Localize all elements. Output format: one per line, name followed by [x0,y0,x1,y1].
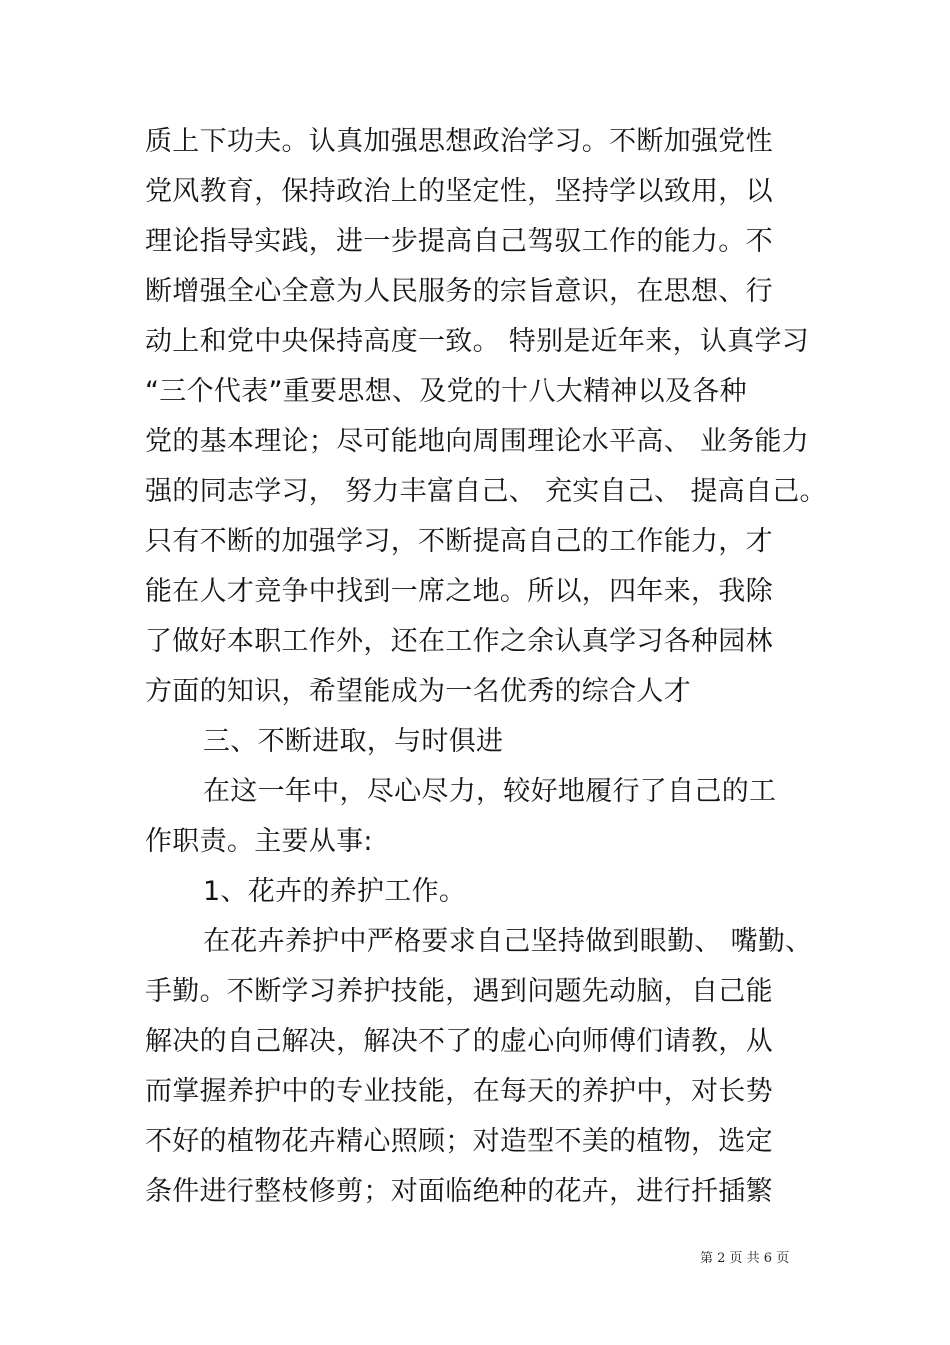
page-number: 第 2 页 共 6 页 [700,1251,790,1266]
section-heading: 三、不断进取，与时俱进 [203,726,504,757]
text-line: 断增强全心全意为人民服务的宗旨意识，在思想、行 [145,276,773,307]
text-line: 党的基本理论；尽可能地向周围理论水平高、 业务能力 [145,426,810,457]
list-item-heading: 1、花卉的养护工作。 [203,876,467,907]
text-line: 在这一年中，尽心尽力，较好地履行了自己的工 [203,776,777,807]
text-line: 手勤。不断学习养护技能，遇到问题先动脑，自己能 [145,976,773,1007]
text-line: 强的同志学习， 努力丰富自己、 充实自己、 提高自己。 [145,476,827,507]
text-line: 而掌握养护中的专业技能，在每天的养护中，对长势 [145,1076,773,1107]
text-line: 理论指导实践，进一步提高自己驾驭工作的能力。不 [145,226,773,257]
text-line: 党风教育，保持政治上的坚定性，坚持学以致用，以 [145,176,773,207]
text-line: 质上下功夫。认真加强思想政治学习。不断加强党性 [145,126,773,157]
text-line: 了做好本职工作外，还在工作之余认真学习各种园林 [145,626,773,657]
text-line: 解决的自己解决，解决不了的虚心向师傅们请教，从 [145,1026,773,1057]
text-line: 作职责。主要从事: [145,826,373,857]
text-line: 条件进行整枝修剪；对面临绝种的花卉，进行扦插繁 [145,1176,773,1207]
text-line: “三个代表”重要思想、及党的十八大精神以及各种 [145,376,747,407]
text-line: 不好的植物花卉精心照顾；对造型不美的植物，选定 [145,1126,773,1157]
text-line: 在花卉养护中严格要求自己坚持做到眼勤、 嘴勤、 [203,926,813,957]
text-line: 动上和党中央保持高度一致。 特别是近年来，认真学习 [145,326,810,357]
text-line: 能在人才竞争中找到一席之地。所以，四年来，我除 [145,576,773,607]
text-line: 只有不断的加强学习，不断提高自己的工作能力，才 [145,526,773,557]
text-line: 方面的知识，希望能成为一名优秀的综合人才 [145,676,691,707]
